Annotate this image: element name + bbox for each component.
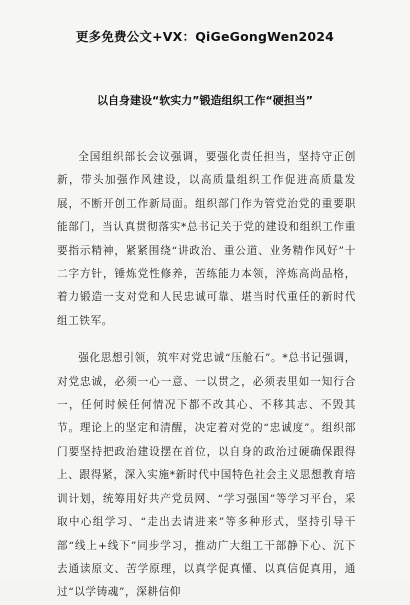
promo-header: 更多免费公文+VX：QiGeGongWen2024: [75, 29, 335, 44]
paragraph: 强化思想引领，筑牢对党忠诚“压舱石”。*总书记强调，对党忠诚，必须一心一意、一以贯之，必须表里如一知行合一，任何时候任何情况下都不改其心、不移其志、不毁其节。理论上的坚定和清醒，决定着对党的“忠诚度”。组织部门要坚持把政治建设摆在首位，以自身的政治过硬确保跟得上、跟得紧，深入实施*新时代中国特色社会主义思想教育培训计划，统筹用好共产党员网、“学习强国”等学习平台，采取中心组学习、“走出去请进来”等多种形式，坚持引导干部“线上+线下”同步学习，推动广大组工干部静下心、沉下去通读原文、苦学原理，以真学促真懂、以真信促真用，通过“以学铸魂”，深耕信仰: [57, 352, 356, 599]
paragraph: 全国组织部长会议强调，要强化责任担当，坚持守正创新，带头加强作风建设，以高质量组织工作促进高质量发展，不断开创工作新局面。组织部门作为管党治党的重要职能部门，当认真贯彻落实*总书记关于党的建设和组织工作重要指示精神，紧紧围绕“讲政治、重公道、业务精作风好”十二字方针，锤炼党性修养，苦练能力本领，淬炼高尚品格，着力锻造一支对党和人民忠诚可靠、堪当时代重任的新时代组工铁军。: [57, 151, 356, 327]
document-title: 以自身建设“软实力”锻造组织工作“硬担当”: [97, 94, 313, 107]
document-body: [57, 146, 356, 605]
